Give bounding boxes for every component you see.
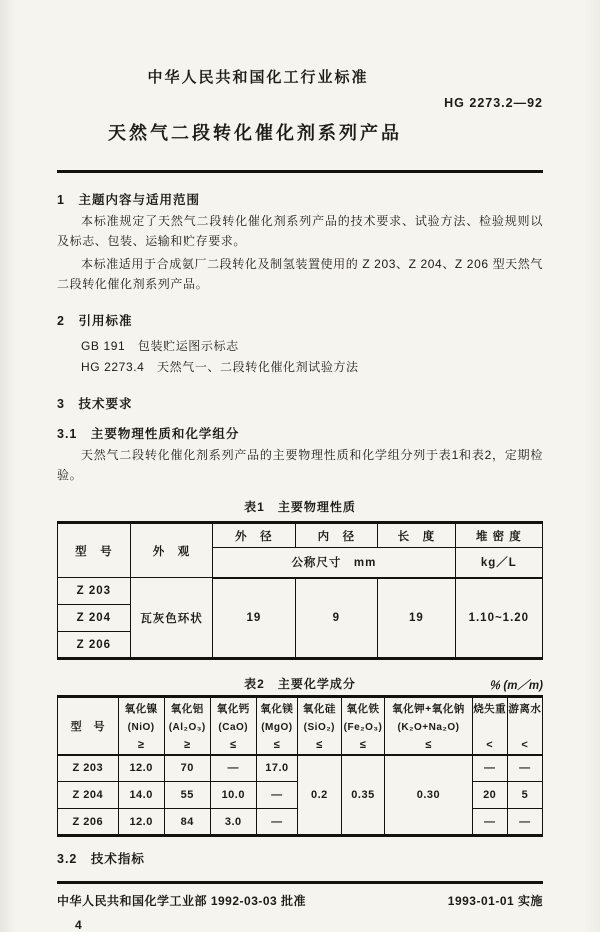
- t2-header-loss-name: 烧失重: [473, 703, 507, 715]
- t2-z203-mgo: 17.0: [256, 755, 297, 782]
- t2-header-cao-formula: (CaO): [218, 721, 249, 733]
- t1-header-length: 长 度: [378, 523, 456, 548]
- table-1-physical-properties: [57, 521, 543, 660]
- t1-header-outer-diameter: 外 径: [213, 523, 295, 548]
- section-2-heading: 2 引用标准: [57, 314, 133, 328]
- t2-z204-loss: 20: [472, 782, 507, 809]
- t2-z203-nio: 12.0: [118, 755, 164, 782]
- t2-z204-cao: 10.0: [210, 782, 256, 809]
- t2-header-al2o3: [164, 697, 210, 755]
- t2-z206-loss: —: [472, 809, 507, 836]
- t2-header-k2o-na2o: [385, 697, 472, 755]
- t1-model-z204: Z 204: [58, 605, 131, 632]
- t2-z206-al2o3: 84: [164, 809, 210, 836]
- t2-header-fe2o3-name: 氧化铁: [346, 703, 380, 715]
- t2-header-loss-symbol: <: [486, 738, 494, 751]
- t2-header-fe2o3-formula: (Fe₂O₃): [343, 721, 383, 733]
- t2-sio2-merged-value: 0.2: [298, 755, 342, 836]
- t2-header-cao-name: 氧化钙: [216, 703, 250, 715]
- t2-header-k2o-na2o-formula: (K₂O+Na₂O): [397, 721, 460, 733]
- t1-model-z203: Z 203: [58, 578, 131, 605]
- t2-z204-model: Z 204: [58, 782, 119, 809]
- t2-header-fe2o3: [341, 697, 385, 755]
- approval-statement: 中华人民共和国化学工业部 1992-03-03 批准: [57, 894, 307, 908]
- t2-z203-loss: —: [472, 755, 507, 782]
- t2-z203-water: —: [507, 755, 542, 782]
- t2-header-k2o-na2o-symbol: ≤: [425, 738, 432, 751]
- table-row: [58, 578, 543, 605]
- t2-header-sio2: [298, 697, 342, 755]
- implementation-date: 1993-01-01 实施: [447, 894, 543, 908]
- t2-header-mgo-formula: (MgO): [261, 721, 293, 733]
- t2-header-nio: [118, 697, 164, 755]
- t2-header-cao-symbol: ≤: [230, 738, 237, 751]
- t2-header-al2o3-formula: (Al₂O₃): [168, 721, 206, 733]
- t2-z206-model: Z 206: [58, 809, 119, 836]
- t2-z203-cao: —: [210, 755, 256, 782]
- t2-z204-mgo: —: [256, 782, 297, 809]
- t1-model-z206: Z 206: [58, 632, 131, 659]
- section-3-heading: 3 技术要求: [57, 397, 133, 411]
- t1-length-value: 19: [378, 578, 456, 659]
- t2-header-free-water-symbol: <: [521, 738, 529, 751]
- t1-header-appearance: 外 观: [130, 523, 212, 578]
- reference-hg2273-4: HG 2273.4 天然气一、二段转化催化剂试验方法: [81, 360, 359, 374]
- section-1-heading: 1 主题内容与适用范围: [57, 193, 200, 207]
- t2-z204-nio: 14.0: [118, 782, 164, 809]
- footer: [57, 892, 543, 909]
- t2-z206-water: —: [507, 809, 542, 836]
- table-2-caption: 表2 主要化学成分: [244, 677, 356, 691]
- t2-header-sio2-formula: (SiO₂): [303, 721, 336, 733]
- page-title: 天然气二段转化催化剂系列产品: [108, 123, 402, 143]
- reference-gb191: GB 191 包装贮运图示标志: [81, 339, 239, 353]
- t1-appearance-value: 瓦灰色环状: [130, 578, 212, 659]
- standard-number: HG 2273.2—92: [444, 96, 543, 110]
- t2-header-free-water-name: 游离水: [508, 703, 542, 715]
- t2-header-model: 型 号: [58, 697, 119, 755]
- t2-fe2o3-merged-value: 0.35: [341, 755, 385, 836]
- t2-header-sio2-symbol: ≤: [316, 738, 323, 751]
- page-number: 4: [75, 918, 82, 932]
- t2-header-al2o3-symbol: ≥: [183, 738, 191, 751]
- t2-header-sio2-name: 氧化硅: [302, 703, 336, 715]
- org-line: 中华人民共和国化工行业标准: [147, 69, 369, 86]
- section-3-1-paragraph: 天然气二段转化催化剂系列产品的主要物理性质和化学组分列于表1和表2，定期检验。: [57, 448, 543, 482]
- t2-header-mgo-name: 氧化镁: [260, 703, 294, 715]
- t2-header-cao: [210, 697, 256, 755]
- section-3-2-heading: 3.2 技术指标: [57, 852, 145, 866]
- t2-header-loss: [472, 697, 507, 755]
- t1-header-model: 型 号: [58, 523, 131, 578]
- t2-z206-cao: 3.0: [210, 809, 256, 836]
- t2-z203-model: Z 203: [58, 755, 119, 782]
- t1-subheader-nominal-size: 公称尺寸 mm: [213, 548, 455, 578]
- t2-header-k2o-na2o-name: 氧化钾+氧化钠: [392, 703, 465, 715]
- t2-z206-nio: 12.0: [118, 809, 164, 836]
- t2-header-al2o3-name: 氧化铝: [170, 703, 204, 715]
- t1-subheader-unit: kg／L: [455, 548, 542, 578]
- table-2-unit-note: ％ (m／m): [488, 680, 543, 692]
- table-2-caption-row: [57, 675, 543, 691]
- t1-od-value: 19: [213, 578, 295, 659]
- t1-header-inner-diameter: 内 径: [295, 523, 377, 548]
- table-1-caption: 表1 主要物理性质: [244, 500, 356, 514]
- t1-header-bulk-density: 堆 密 度: [455, 523, 542, 548]
- section-1-paragraph-2: 本标准适用于合成氨厂二段转化及制氢装置使用的 Z 203、Z 204、Z 206 型天然气二段转化催化剂系列产品。: [57, 257, 543, 291]
- t2-k2o-na2o-merged-value: 0.30: [385, 755, 472, 836]
- section-1-paragraph-1: 本标准规定了天然气二段转化催化剂系列产品的技术要求、试验方法、检验规则以及标志、包装、运输和贮存要求。: [57, 214, 543, 248]
- t2-z203-al2o3: 70: [164, 755, 210, 782]
- t2-z204-al2o3: 55: [164, 782, 210, 809]
- t2-header-mgo: [256, 697, 297, 755]
- section-3-1-heading: 3.1 主要物理性质和化学组分: [57, 427, 240, 441]
- t2-z206-mgo: —: [256, 809, 297, 836]
- t1-id-value: 9: [295, 578, 377, 659]
- table-row: [58, 755, 543, 782]
- t2-header-nio-formula: (NiO): [127, 721, 155, 733]
- t1-density-value: 1.10~1.20: [455, 578, 542, 659]
- t2-header-fe2o3-symbol: ≤: [359, 738, 367, 751]
- document-page: [0, 66, 600, 932]
- t2-header-mgo-symbol: ≤: [273, 738, 281, 751]
- t2-header-free-water: [507, 697, 542, 755]
- t2-z204-water: 5: [507, 782, 542, 809]
- t2-header-nio-symbol: ≥: [137, 738, 145, 751]
- t2-header-nio-name: 氧化镍: [124, 703, 158, 715]
- table-2-chemical-composition: [57, 695, 543, 837]
- header-divider: [57, 170, 543, 173]
- footer-divider: [57, 881, 543, 884]
